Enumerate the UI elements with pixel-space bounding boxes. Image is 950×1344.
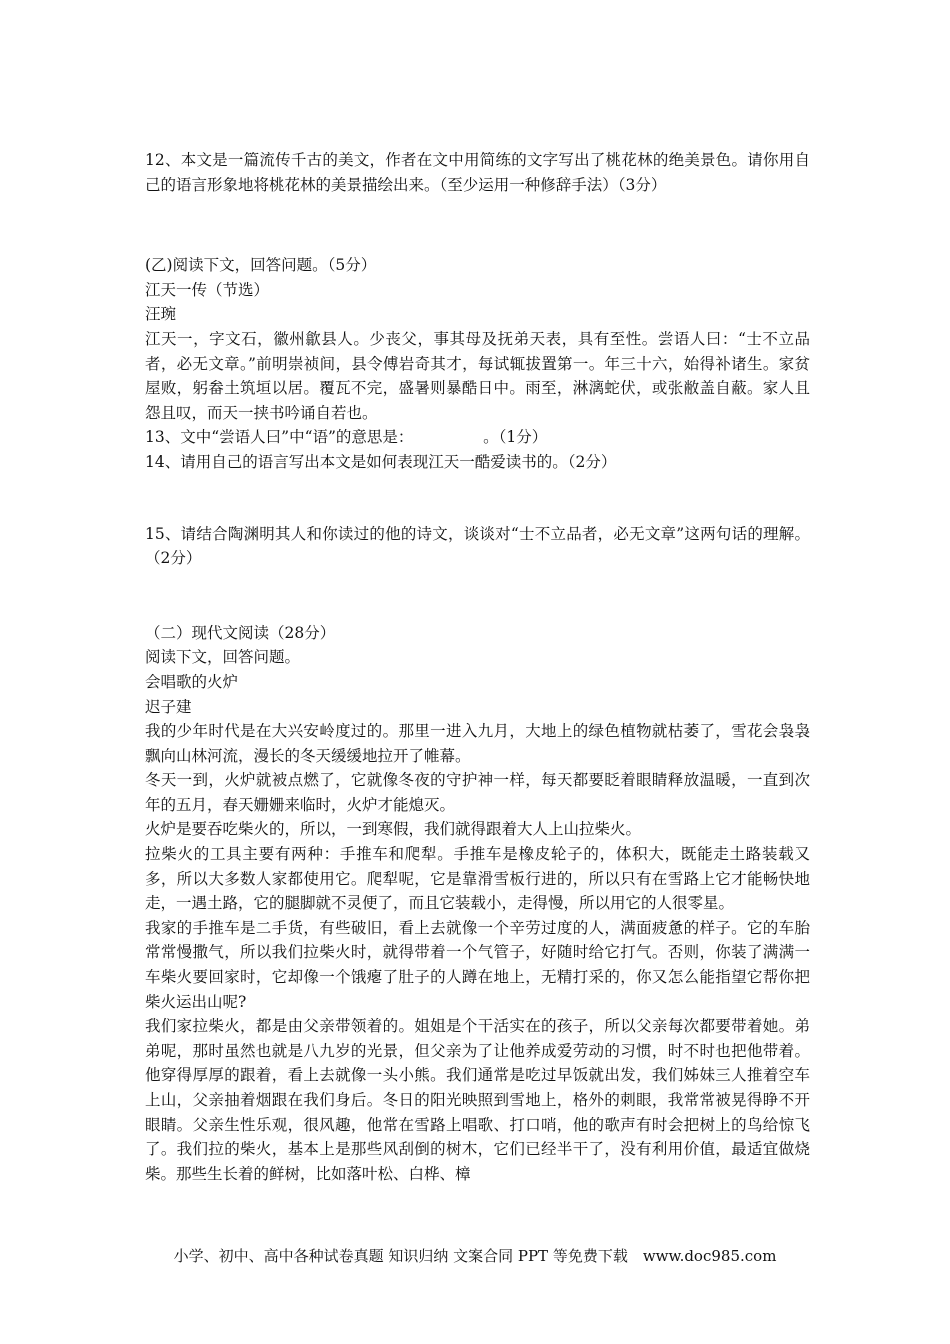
question-13: 13、文中“尝语人曰”中“语”的意思是： 。（1分） xyxy=(145,428,548,447)
question-12: 12、本文是一篇流传千古的美文，作者在文中用简练的文字写出了桃花林的绝美景色。请你用自己的语言形象地将桃花林的美景描绘出来。（至少运用一种修辞手法）（3分） xyxy=(145,151,810,194)
passage-title: 江天一传（节选） xyxy=(145,280,270,299)
passage-author: 汪琬 xyxy=(145,305,177,324)
question-15: 15、请结合陶渊明其人和你读过的他的诗文，谈谈对“士不立品者，必无文章”这两句话的理解。（2分） xyxy=(145,524,810,568)
modern-section-heading: （二）现代文阅读（28分） xyxy=(145,623,336,642)
modern-paragraph: 火炉是要吞吃柴火的，所以，一到寒假，我们就得跟着大人上山拉柴火。 xyxy=(145,820,642,839)
classical-passage: 江天一，字文石，徽州歙县人。少丧父，事其母及抚弟天表，具有至性。尝语人曰：“士不立品者，必无文章。”前明崇祯间，县令傅岩奇其才，每试辄拔置第一。年三十六，始得补诸生。家贫屋败，躬畚土筑垣以居。覆瓦不完，盛暑则暴酷日中。雨至，淋漓蛇伏，或张敝盖自蔽。家人且怨且叹，而天一挟书吟诵自若也。 xyxy=(145,329,810,422)
modern-title: 会唱歌的火炉 xyxy=(145,672,239,691)
question-14: 14、请用自己的语言写出本文是如何表现江天一酷爱读书的。（2分） xyxy=(145,452,617,471)
modern-paragraph: 我们家拉柴火，都是由父亲带领着的。姐姐是个干活实在的孩子，所以父亲每次都要带着她。弟弟呢，那时虽然也就是八九岁的光景，但父亲为了让他养成爱劳动的习惯，时不时也把他带着。他穿得厚厚的跟着，看上去就像一头小熊。我们通常是吃过早饭就出发，我们姊妹三人推着空车上山，父亲抽着烟跟在我们身后。冬日的阳光映照到雪地上，格外的刺眼，我常常被晃得睁不开眼睛。父亲生性乐观，很风趣，他常在雪路上唱歌、打口哨，他的歌声有时会把树上的鸟给惊飞了。我们拉的柴火，基本上是那些风刮倒的树木，它们已经半干了，没有利用价值，最适宜做烧柴。那些生长着的鲜树，比如落叶松、白桦、樟 xyxy=(145,1017,810,1183)
section-b-heading: (乙)阅读下文，回答问题。（5分） xyxy=(145,256,377,275)
modern-instruction: 阅读下文，回答问题。 xyxy=(145,648,301,667)
page-footer: 小学、初中、高中各种试卷真题 知识归纳 文案合同 PPT 等免费下载 www.doc985.com xyxy=(173,1247,777,1265)
document-body xyxy=(145,148,810,1186)
answer-space xyxy=(145,475,810,522)
modern-paragraph: 我的少年时代是在大兴安岭度过的。那里一进入九月，大地上的绿色植物就枯萎了，雪花会袅袅飘向山林河流，漫长的冬天缓缓地拉开了帷幕。 xyxy=(145,722,810,765)
modern-paragraph: 冬天一到，火炉就被点燃了，它就像冬夜的守护神一样，每天都要眨着眼睛释放温暖，一直到次年的五月，春天姗姗来临时，火炉才能熄灭。 xyxy=(145,771,810,814)
modern-paragraph: 拉柴火的工具主要有两种：手推车和爬犁。手推车是橡皮轮子的，体积大，既能走土路装载又多，所以大多数人家都使用它。爬犁呢，它是靠滑雪板行进的，所以只有在雪路上它才能畅快地走，一遇土路，它的腿脚就不灵便了，而且它装载小，走得慢，所以用它的人很零星。 xyxy=(145,845,810,913)
answer-space xyxy=(145,197,810,253)
answer-space xyxy=(145,571,810,621)
modern-author: 迟子建 xyxy=(145,697,192,716)
modern-paragraph: 我家的手推车是二手货，有些破旧，看上去就像一个辛劳过度的人，满面疲惫的样子。它的车胎常常慢撒气，所以我们拉柴火时，就得带着一个气管子，好随时给它打气。否则，你装了满满一车柴火要回家时，它却像一个饿瘪了肚子的人蹲在地上，无精打采的，你又怎么能指望它帮你把柴火运出山呢? xyxy=(145,918,810,1011)
